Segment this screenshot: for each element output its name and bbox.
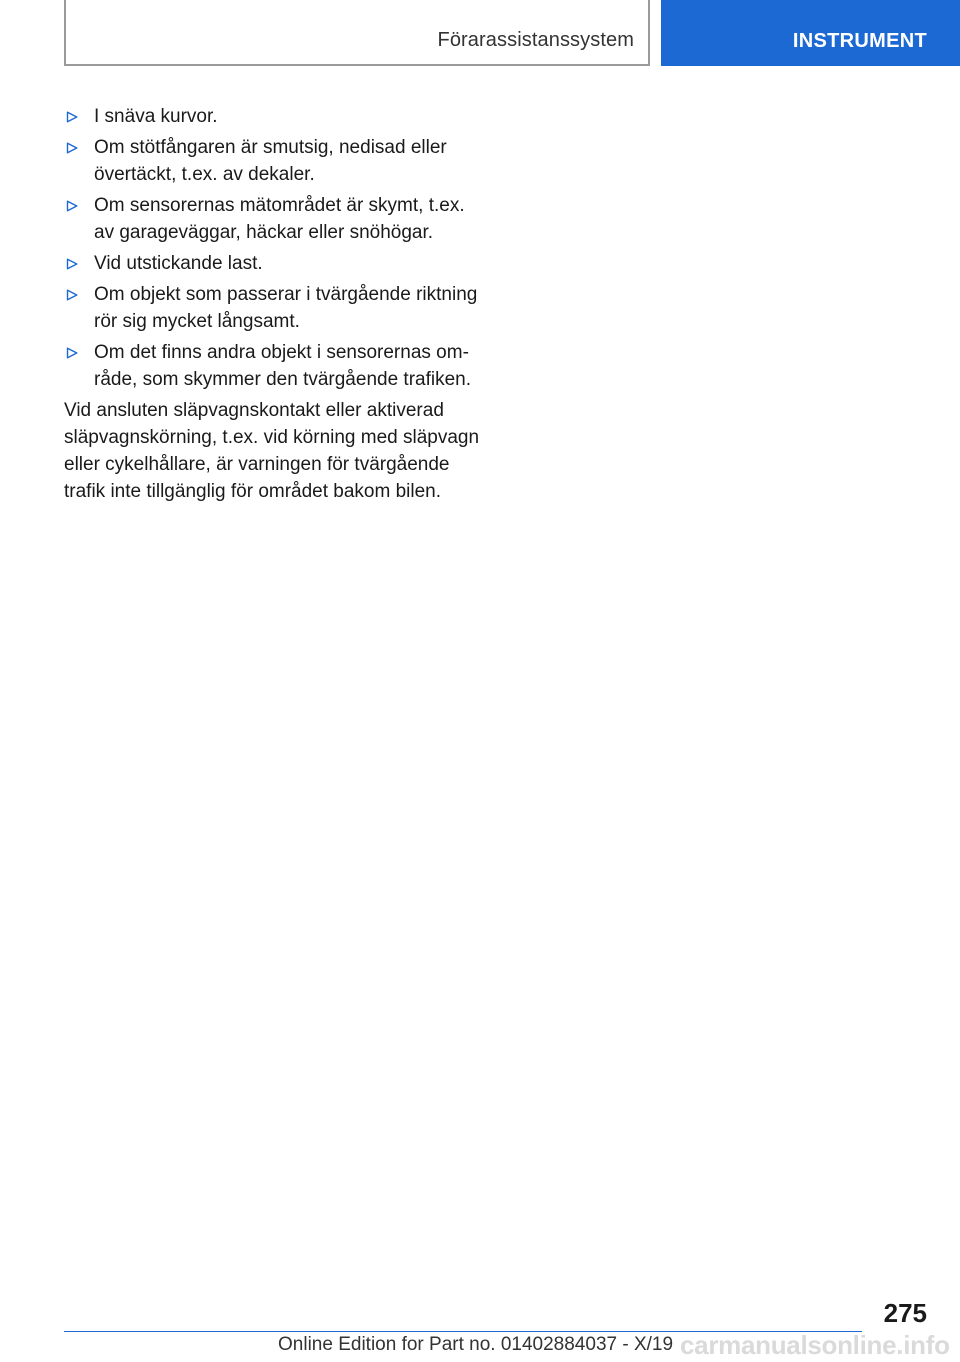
header-chapter-title: INSTRUMENT xyxy=(792,30,927,52)
header-section-box xyxy=(64,0,650,66)
triangle-right-outline-icon xyxy=(66,103,80,130)
footer-edition-text: Online Edition for Part no. 01402884037 - X/19 xyxy=(278,1334,674,1355)
triangle-right-outline-icon xyxy=(66,281,80,308)
condition-list xyxy=(64,103,480,393)
list-item-text: Om sensorernas mätområdet är skymt, t.ex. av garageväggar, häckar eller snöhögar. xyxy=(94,195,465,243)
list-item xyxy=(64,192,480,246)
list-item xyxy=(64,250,480,277)
list-item-text: Om objekt som passerar i tvärgående riktning rör sig mycket långsamt. xyxy=(94,284,478,332)
list-item-text: Vid utstickande last. xyxy=(94,253,263,274)
triangle-right-outline-icon xyxy=(66,134,80,161)
watermark-text: carmanualsonline.info xyxy=(680,1330,950,1360)
triangle-right-outline-icon xyxy=(66,339,80,366)
list-item xyxy=(64,134,480,188)
list-item xyxy=(64,281,480,335)
list-item-text: Om det finns andra objekt i sensorernas område, som skymmer den tvärgående trafiken. xyxy=(94,342,472,390)
list-item-text: Om stötfångaren är smutsig, nedisad eller övertäckt, t.ex. av dekaler. xyxy=(94,137,447,185)
header-section-title: Förarassistanssystem xyxy=(437,29,634,51)
triangle-right-outline-icon xyxy=(66,192,80,219)
content-column xyxy=(64,103,480,505)
page-number: 275 xyxy=(883,1298,927,1328)
list-item xyxy=(64,103,480,130)
triangle-right-outline-icon xyxy=(66,250,80,277)
list-item-text: I snäva kurvor. xyxy=(94,106,218,127)
header-chapter-tab xyxy=(661,0,960,66)
trailer-note-paragraph: Vid ansluten släpvagnskontakt eller aktiverad släpvagnskörning, t.ex. vid körning med släpvagn eller cykelhållare, är varningen för tvärgående trafik inte tillgänglig för området bakom bilen. xyxy=(64,400,480,502)
list-item xyxy=(64,339,480,393)
